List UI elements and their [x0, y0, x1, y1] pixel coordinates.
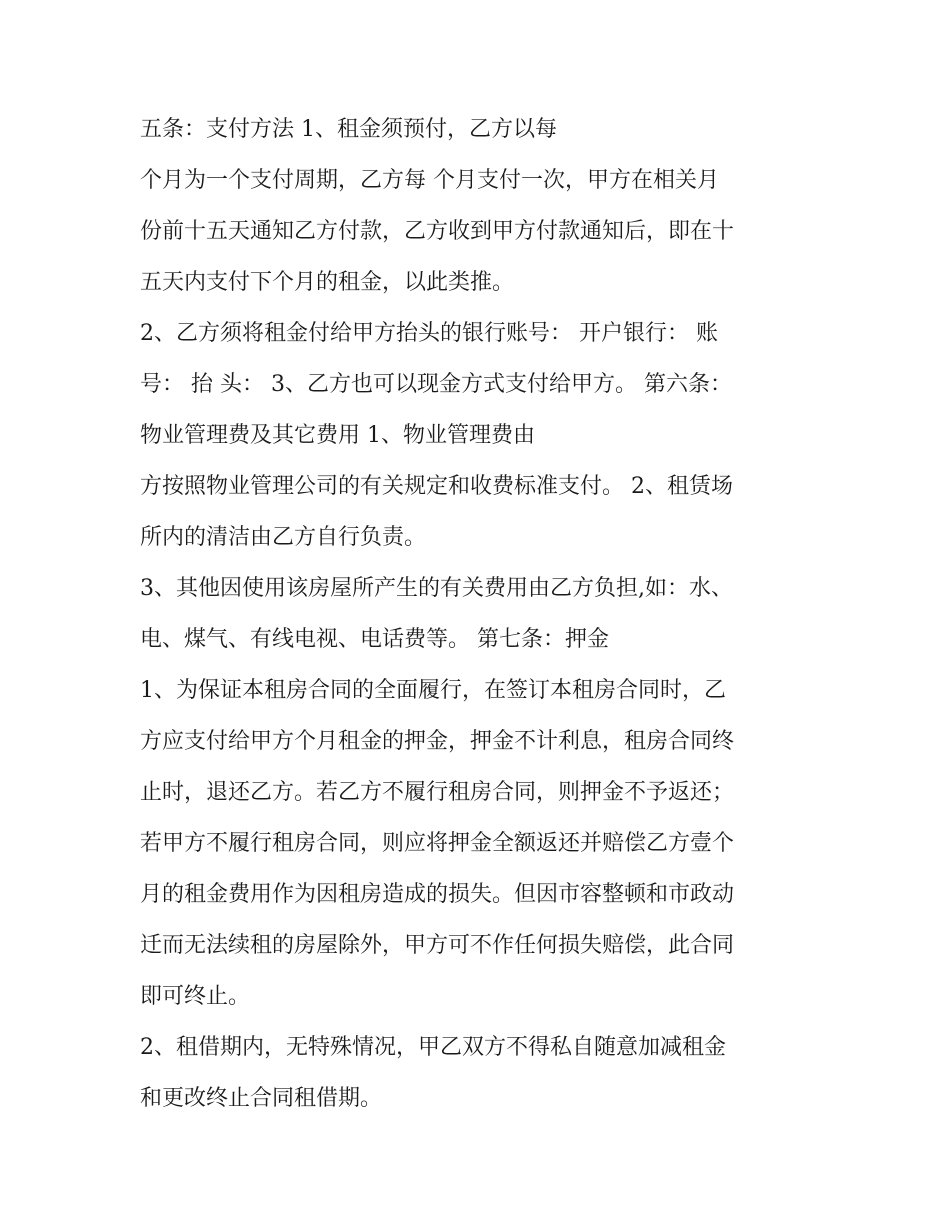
text-line: 2、租借期内，无特殊情况，甲乙双方不得私自随意加减租金 — [140, 1035, 726, 1060]
text-line: 物业管理费及其它费用 1、物业管理费由 — [140, 423, 535, 448]
text-line: 和更改终止合同租借期。 — [140, 1086, 383, 1111]
text-line: 份前十五天通知乙方付款，乙方收到甲方付款通知后，即在十 — [140, 219, 735, 244]
text-line: 2、乙方须将租金付给甲方抬头的银行账号： 开户银行： 账 — [140, 321, 718, 346]
text-line: 所内的清洁由乙方自行负责。 — [140, 525, 427, 550]
text-line: 方应支付给甲方个月租金的押金，押金不计利息，租房合同终 — [140, 729, 735, 754]
text-line: 即可终止。 — [140, 984, 251, 1009]
text-line: 3、其他因使用该房屋所产生的有关费用由乙方负担,如：水、 — [140, 576, 733, 601]
text-line: 若甲方不履行租房合同，则应将押金全额返还并赔偿乙方壹个 — [140, 831, 735, 856]
text-line: 1、为保证本租房合同的全面履行，在签订本租房合同时，乙 — [140, 678, 726, 703]
text-line: 五天内支付下个月的租金，以此类推。 — [140, 270, 515, 295]
text-line: 迁而无法续租的房屋除外，甲方可不作任何损失赔偿，此合同 — [140, 933, 735, 958]
text-line: 五条：支付方法 1、租金须预付，乙方以每 — [140, 117, 557, 142]
text-line: 止时，退还乙方。若乙方不履行租房合同，则押金不予返还； — [140, 780, 735, 805]
document-body — [140, 104, 820, 1124]
text-line: 月的租金费用作为因租房造成的损失。但因市容整顿和市政动 — [140, 882, 735, 907]
text-line: 号： 抬 头： 3、乙方也可以现金方式支付给甲方。 第六条： — [140, 372, 732, 397]
text-line: 方按照物业管理公司的有关规定和收费标准支付。 2、租赁场 — [140, 474, 733, 499]
text-line: 个月为一个支付周期，乙方每 个月支付一次，甲方在相关月 — [140, 168, 719, 193]
text-line: 电、煤气、有线电视、电话费等。 第七条：押金 — [140, 627, 609, 652]
